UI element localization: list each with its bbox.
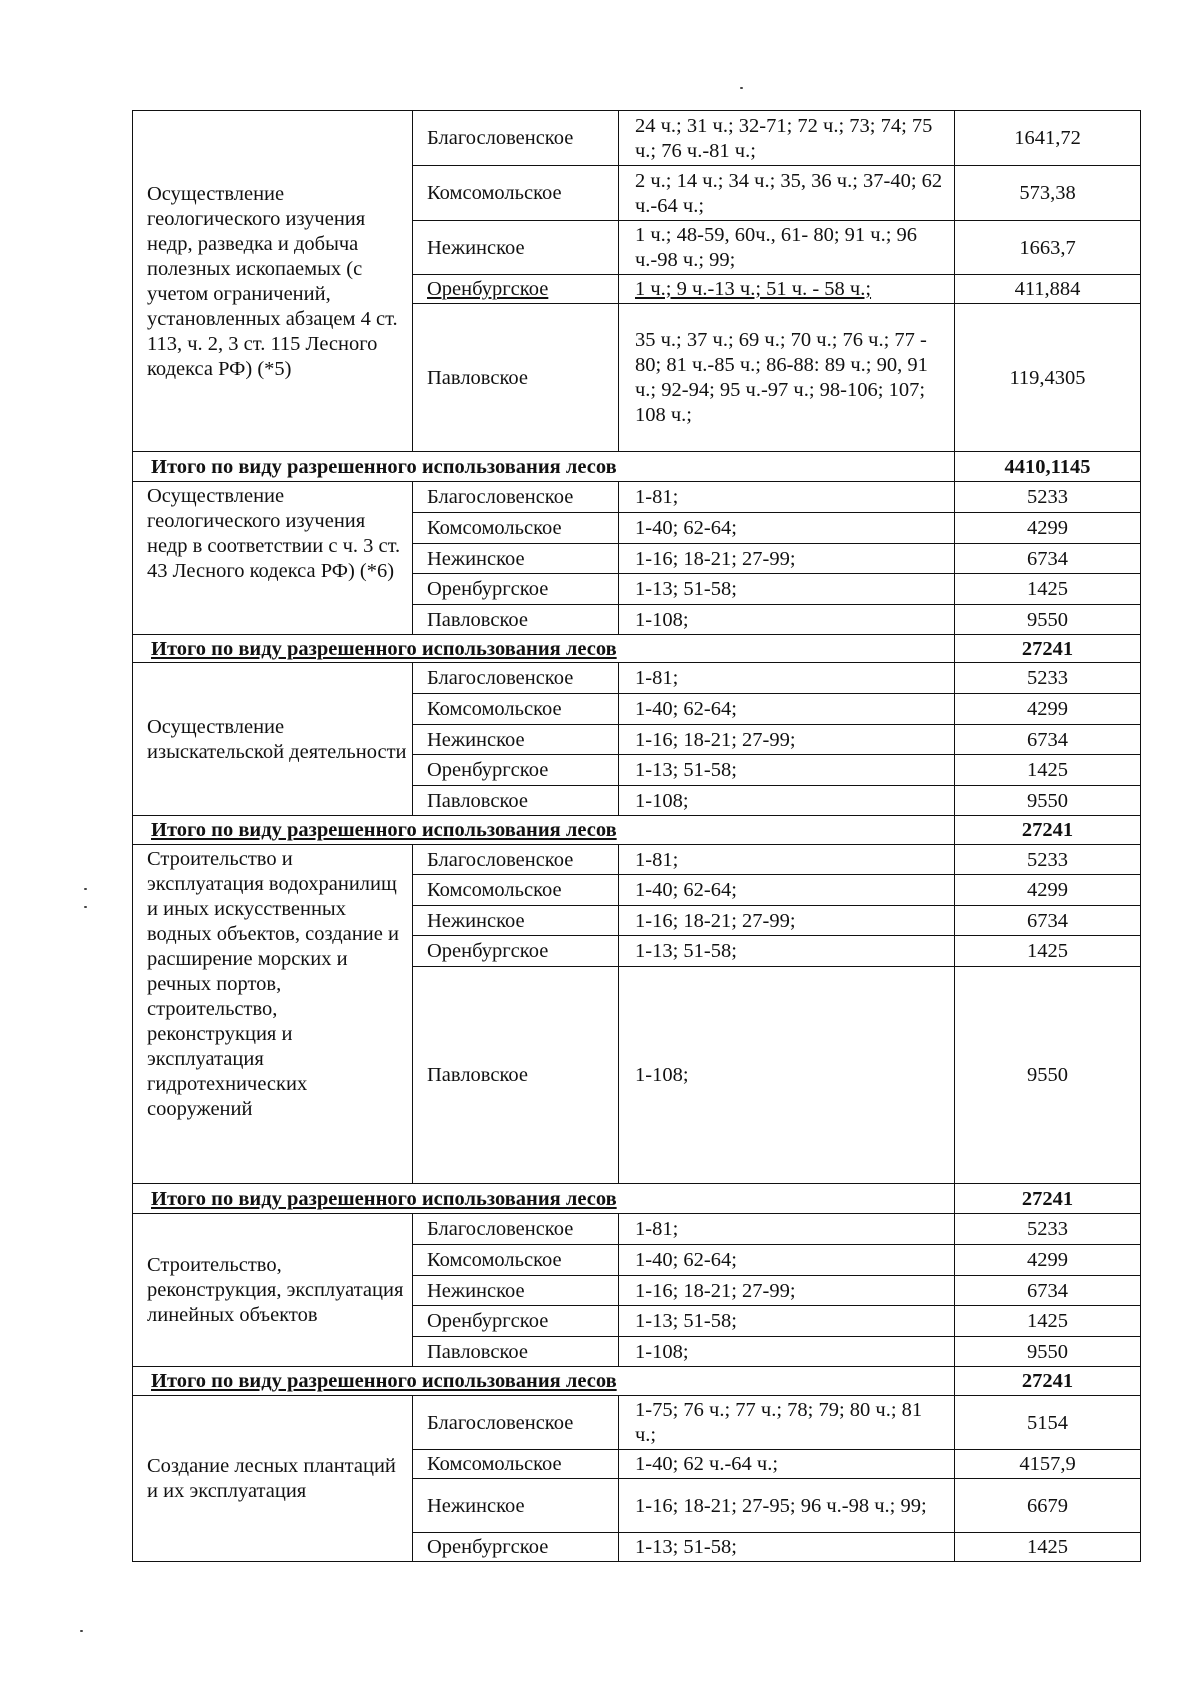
total-label-text: Итого по виду разрешенного использования лесов	[151, 819, 617, 841]
area-cell: 1425	[955, 1533, 1141, 1562]
activity-cell: Строительство и эксплуатация водохранилищ и иных искусственных водных объектов, создание и расширение морских и речных портов, строительство, реконструкция и эксплуатация гидротехнических сооружений	[133, 845, 413, 1184]
area-cell: 5233	[955, 1214, 1141, 1245]
area-cell: 1641,72	[955, 111, 1141, 166]
quarters-cell: 1-40; 62-64;	[619, 1245, 955, 1276]
area-cell: 5233	[955, 663, 1141, 694]
quarters-cell: 1 ч.; 48-59, 60ч., 61- 80; 91 ч.; 96 ч.-98 ч.; 99;	[619, 221, 955, 275]
quarters-label: 1 ч.; 9 ч.-13 ч.; 51 ч. - 58 ч.;	[635, 278, 872, 300]
area-cell: 4299	[955, 513, 1141, 544]
quarters-cell: 1-13; 51-58;	[619, 1306, 955, 1337]
area-cell: 1425	[955, 755, 1141, 786]
district-cell: Комсомольское	[413, 1450, 619, 1479]
district-cell: Оренбургское	[413, 1533, 619, 1562]
district-cell: Благословенское	[413, 663, 619, 694]
quarters-cell: 1-108;	[619, 1337, 955, 1367]
activity-cell: Строительство, реконструкция, эксплуатация линейных объектов	[133, 1214, 413, 1367]
quarters-cell: 1-13; 51-58;	[619, 1533, 955, 1562]
quarters-cell	[619, 275, 955, 304]
district-cell: Павловское	[413, 1337, 619, 1367]
district-label: Оренбургское	[427, 278, 549, 300]
district-cell: Нежинское	[413, 906, 619, 936]
area-cell: 5154	[955, 1396, 1141, 1450]
district-cell: Оренбургское	[413, 574, 619, 605]
district-cell: Оренбургское	[413, 936, 619, 967]
quarters-cell: 1-16; 18-21; 27-99;	[619, 906, 955, 936]
area-cell: 9550	[955, 786, 1141, 816]
area-cell: 4299	[955, 1245, 1141, 1276]
activity-cell: Создание лесных плантаций и их эксплуатация	[133, 1396, 413, 1562]
total-label	[133, 1184, 955, 1214]
district-cell: Нежинское	[413, 725, 619, 755]
table-row	[133, 1214, 1141, 1245]
quarters-cell: 1-40; 62-64;	[619, 694, 955, 725]
total-label-text: Итого по виду разрешенного использования лесов	[151, 637, 617, 660]
table-row	[133, 111, 1141, 166]
area-cell: 6734	[955, 1276, 1141, 1306]
district-cell: Павловское	[413, 967, 619, 1184]
quarters-cell: 1-13; 51-58;	[619, 936, 955, 967]
area-cell: 5233	[955, 845, 1141, 875]
quarters-cell: 1-81;	[619, 1214, 955, 1245]
total-label	[133, 816, 955, 845]
total-label	[133, 635, 955, 663]
district-cell: Комсомольское	[413, 694, 619, 725]
area-cell: 6734	[955, 725, 1141, 755]
area-cell: 9550	[955, 1337, 1141, 1367]
quarters-cell: 1-16; 18-21; 27-99;	[619, 1276, 955, 1306]
quarters-cell: 1-40; 62-64;	[619, 513, 955, 544]
district-cell	[413, 275, 619, 304]
quarters-cell: 1-81;	[619, 845, 955, 875]
total-row	[133, 452, 1141, 482]
area-cell: 573,38	[955, 166, 1141, 221]
area-cell: 5233	[955, 482, 1141, 513]
quarters-cell: 1-16; 18-21; 27-99;	[619, 544, 955, 574]
total-label: Итого по виду разрешенного использования лесов	[133, 452, 955, 482]
scan-speck	[80, 1630, 83, 1632]
district-cell: Благословенское	[413, 1396, 619, 1450]
quarters-cell: 1-40; 62 ч.-64 ч.;	[619, 1450, 955, 1479]
total-value: 27241	[955, 1184, 1141, 1214]
forest-use-table	[132, 110, 1141, 1562]
quarters-cell: 1-16; 18-21; 27-95; 96 ч.-98 ч.; 99;	[619, 1479, 955, 1533]
quarters-cell: 1-81;	[619, 482, 955, 513]
total-label	[133, 1367, 955, 1396]
area-cell: 6734	[955, 906, 1141, 936]
district-cell: Комсомольское	[413, 166, 619, 221]
total-label-text: Итого по виду разрешенного использования лесов	[151, 1370, 617, 1392]
quarters-cell: 1-13; 51-58;	[619, 755, 955, 786]
table-row	[133, 845, 1141, 875]
quarters-cell: 1-108;	[619, 786, 955, 816]
area-cell: 9550	[955, 967, 1141, 1184]
area-cell: 1425	[955, 574, 1141, 605]
district-cell: Павловское	[413, 605, 619, 635]
district-cell: Благословенское	[413, 111, 619, 166]
total-row	[133, 816, 1141, 845]
total-row	[133, 1184, 1141, 1214]
quarters-cell: 35 ч.; 37 ч.; 69 ч.; 70 ч.; 76 ч.; 77 - 80; 81 ч.-85 ч.; 86-88: 89 ч.; 90, 91 ч.; 92-94; 95 ч.-97 ч.; 98-106; 107; 108 ч.;	[619, 304, 955, 452]
quarters-cell: 2 ч.; 14 ч.; 34 ч.; 35, 36 ч.; 37-40; 62 ч.-64 ч.;	[619, 166, 955, 221]
quarters-cell: 1-108;	[619, 967, 955, 1184]
total-row	[133, 635, 1141, 663]
district-cell: Павловское	[413, 786, 619, 816]
area-cell: 4299	[955, 875, 1141, 906]
district-cell: Благословенское	[413, 845, 619, 875]
area-cell: 1663,7	[955, 221, 1141, 275]
district-cell: Нежинское	[413, 1479, 619, 1533]
district-cell: Комсомольское	[413, 1245, 619, 1276]
area-cell: 1425	[955, 1306, 1141, 1337]
area-cell: 119,4305	[955, 304, 1141, 452]
quarters-cell: 1-108;	[619, 605, 955, 635]
scan-speck	[740, 87, 743, 89]
quarters-cell: 1-40; 62-64;	[619, 875, 955, 906]
quarters-cell: 1-81;	[619, 663, 955, 694]
district-cell: Комсомольское	[413, 875, 619, 906]
area-cell: 4299	[955, 694, 1141, 725]
area-cell: 9550	[955, 605, 1141, 635]
district-cell: Оренбургское	[413, 1306, 619, 1337]
district-cell: Комсомольское	[413, 513, 619, 544]
quarters-cell: 1-16; 18-21; 27-99;	[619, 725, 955, 755]
district-cell: Нежинское	[413, 544, 619, 574]
table-row	[133, 1396, 1141, 1450]
district-cell: Оренбургское	[413, 755, 619, 786]
activity-cell: Осуществление изыскательской деятельности	[133, 663, 413, 816]
district-cell: Нежинское	[413, 221, 619, 275]
area-cell: 6734	[955, 544, 1141, 574]
activity-cell: Осуществление геологического изучения недр в соответствии с ч. 3 ст. 43 Лесного кодекса РФ) (*6)	[133, 482, 413, 635]
scan-speck	[84, 888, 87, 890]
total-value: 4410,1145	[955, 452, 1141, 482]
quarters-cell: 1-75; 76 ч.; 77 ч.; 78; 79; 80 ч.; 81 ч.;	[619, 1396, 955, 1450]
area-cell: 411,884	[955, 275, 1141, 304]
scan-speck	[84, 906, 87, 908]
district-cell: Павловское	[413, 304, 619, 452]
quarters-cell: 24 ч.; 31 ч.; 32-71; 72 ч.; 73; 74; 75 ч.; 76 ч.-81 ч.;	[619, 111, 955, 166]
total-value: 27241	[955, 816, 1141, 845]
total-value: 27241	[955, 1367, 1141, 1396]
area-cell: 6679	[955, 1479, 1141, 1533]
total-row	[133, 1367, 1141, 1396]
district-cell: Благословенское	[413, 1214, 619, 1245]
activity-cell: Осуществление геологического изучения недр, разведка и добыча полезных ископаемых (с учетом ограничений, установленных абзацем 4 ст. 113, ч. 2, 3 ст. 115 Лесного кодекса РФ) (*5)	[133, 111, 413, 452]
area-cell: 4157,9	[955, 1450, 1141, 1479]
table-row	[133, 663, 1141, 694]
quarters-cell: 1-13; 51-58;	[619, 574, 955, 605]
table-row	[133, 482, 1141, 513]
total-label-text: Итого по виду разрешенного использования лесов	[151, 1187, 617, 1210]
district-cell: Нежинское	[413, 1276, 619, 1306]
district-cell: Благословенское	[413, 482, 619, 513]
area-cell: 1425	[955, 936, 1141, 967]
total-value: 27241	[955, 635, 1141, 663]
